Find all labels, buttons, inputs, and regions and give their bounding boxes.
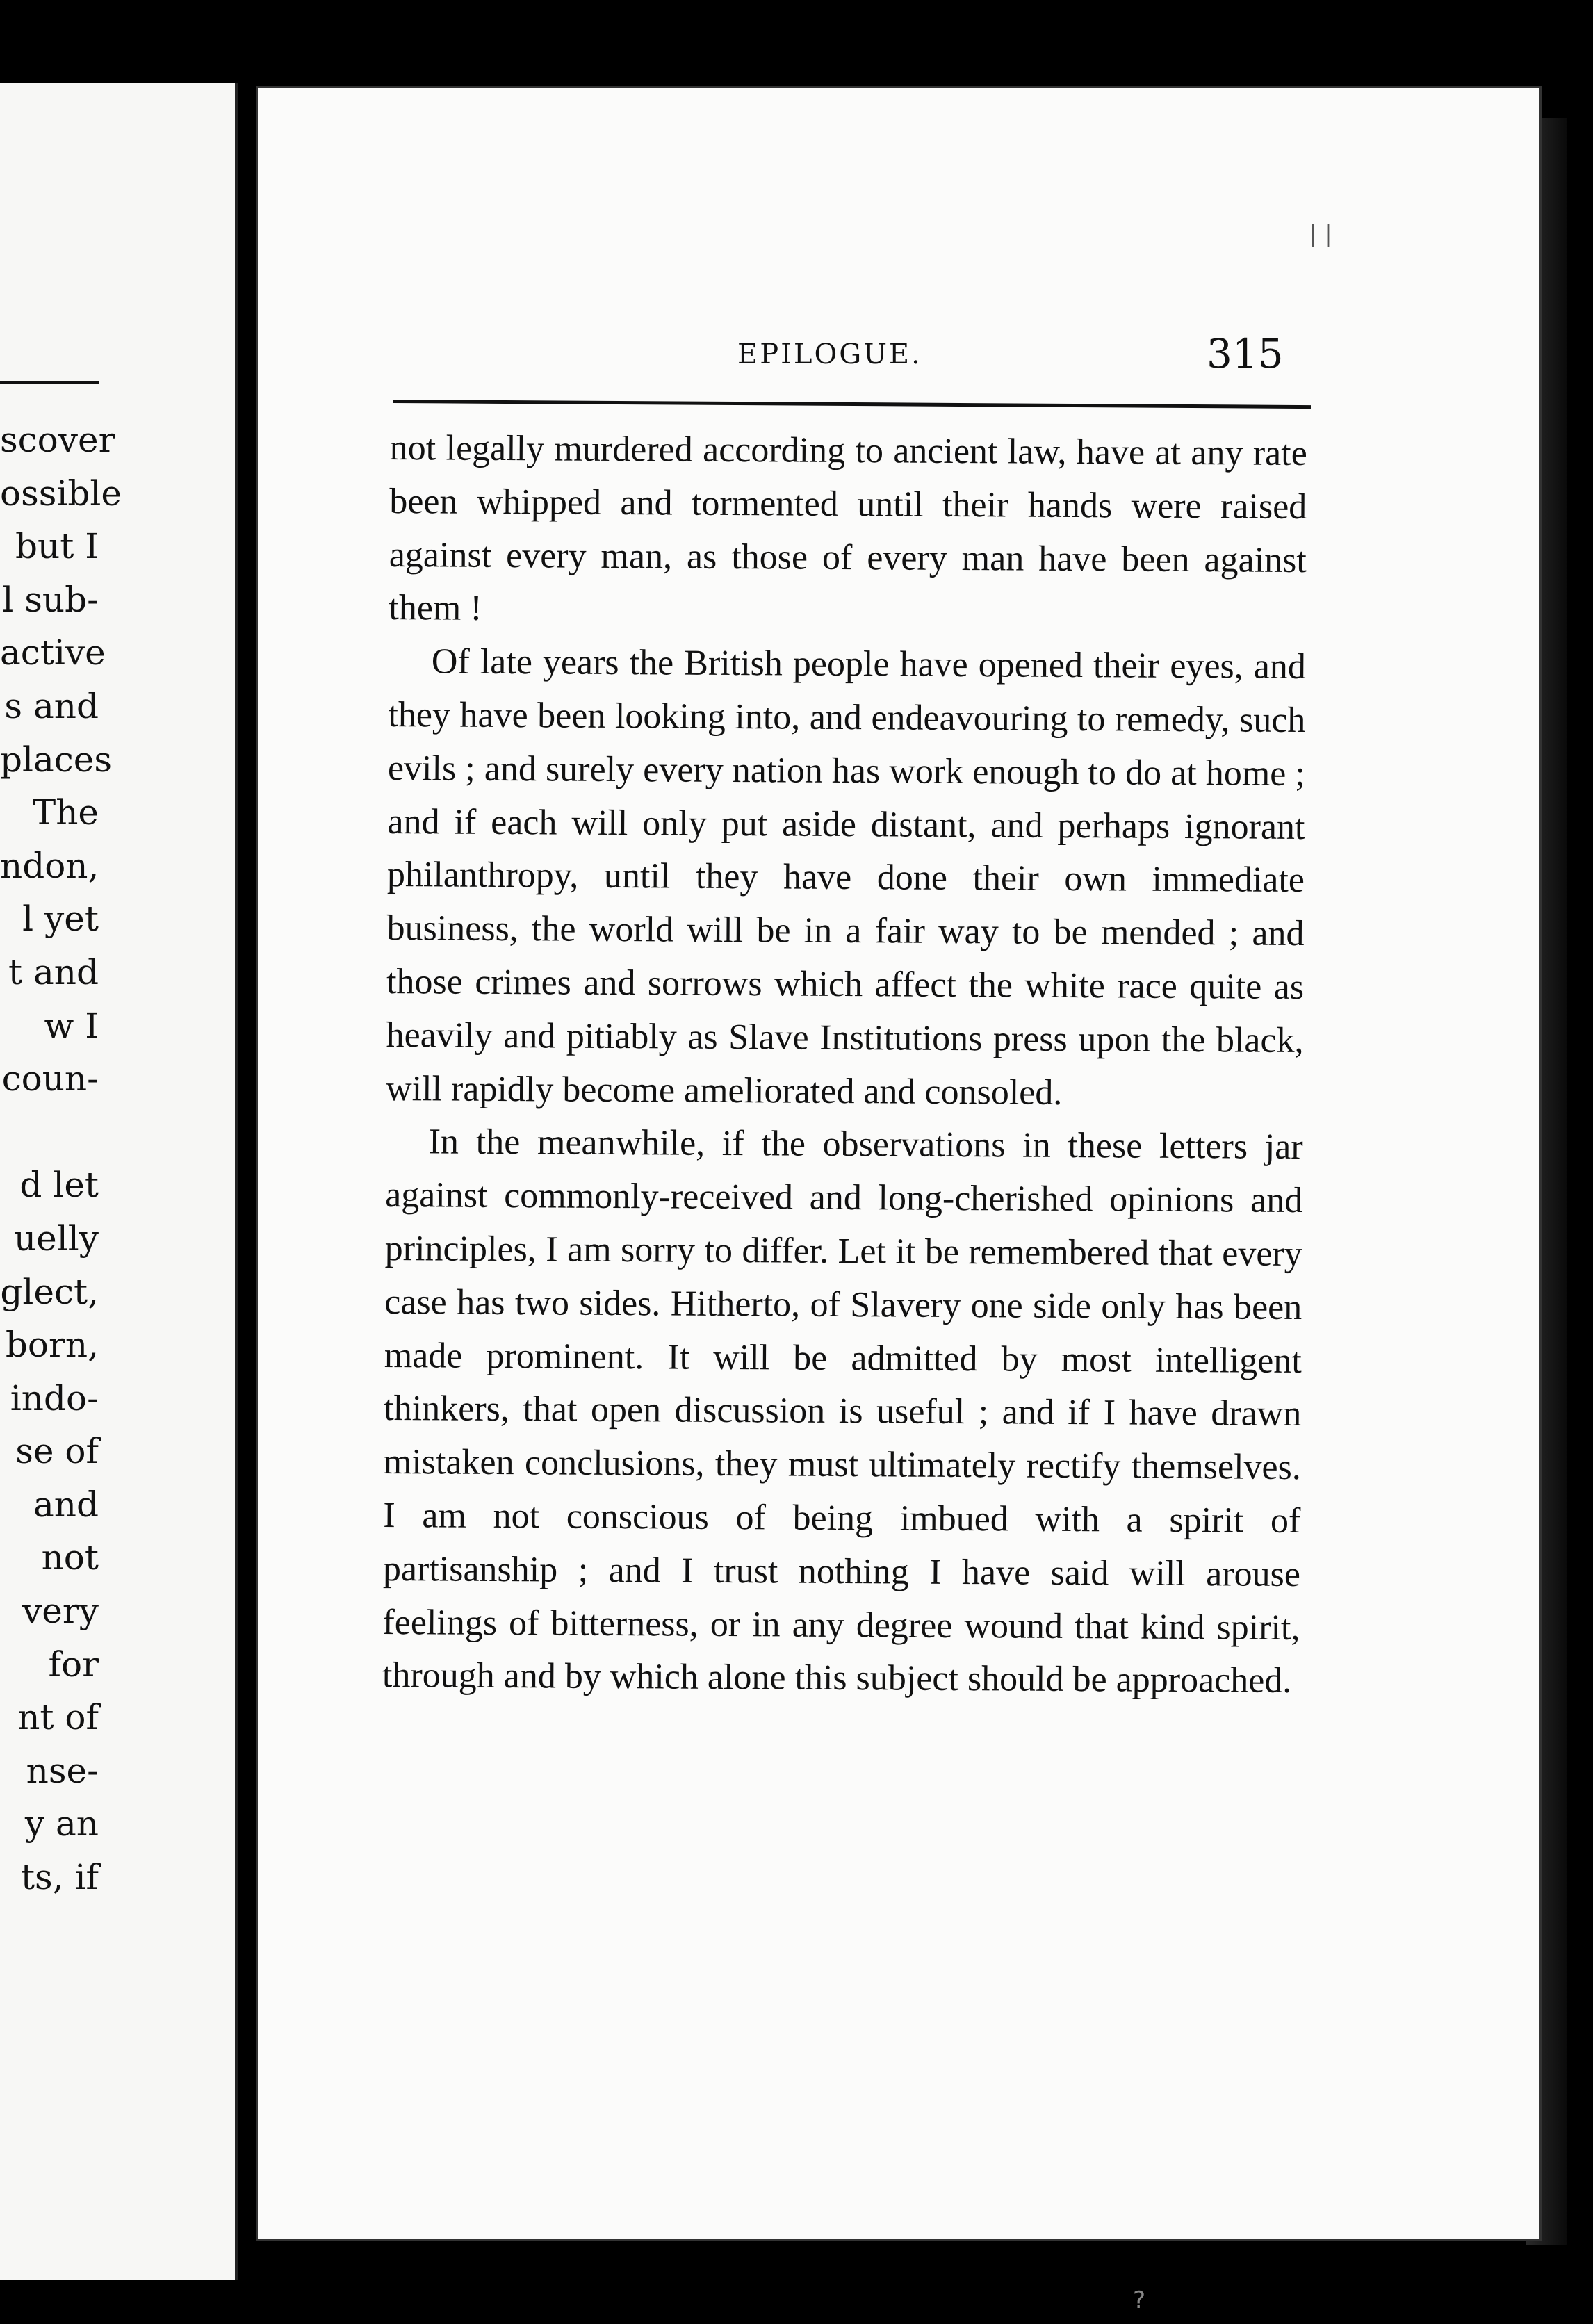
left-line: indo- xyxy=(10,1377,99,1418)
body-text xyxy=(382,422,1307,1708)
left-line: places xyxy=(0,739,113,780)
left-line: uelly xyxy=(13,1218,99,1259)
left-line-gap xyxy=(0,1106,99,1159)
left-line: not xyxy=(41,1537,99,1578)
left-line: very xyxy=(22,1591,99,1632)
left-line: scover xyxy=(0,420,115,460)
left-line: ts, if xyxy=(20,1857,99,1898)
left-page-rule xyxy=(0,381,99,384)
left-line: w I xyxy=(44,1005,99,1046)
left-line: but I xyxy=(15,526,99,567)
left-line: t and xyxy=(8,951,99,992)
margin-mark-top: | | xyxy=(1309,220,1332,248)
left-line: l yet xyxy=(22,899,99,940)
paragraph-1: not legally murdered according to ancient law, have at any rate been whipped and tormented until their hands were raised against every man, as those of every man have been against them ! xyxy=(389,427,1307,629)
left-line: ndon, xyxy=(0,845,99,886)
running-title: EPILOGUE. xyxy=(737,338,922,370)
left-line: y an xyxy=(24,1803,99,1844)
header-rule xyxy=(393,400,1311,409)
left-page-text xyxy=(0,414,235,1904)
left-line: glect, xyxy=(0,1271,99,1312)
left-line: l sub- xyxy=(2,579,99,620)
left-line: The xyxy=(32,792,99,833)
page-number: 315 xyxy=(1207,330,1284,377)
left-line: coun- xyxy=(1,1058,99,1099)
margin-mark-bottom: ? xyxy=(1133,2286,1146,2314)
paragraph-3: In the meanwhile, if the observations in these letters jar against commonly-received and long-cherished opinions and principles, I am sorry to differ. Let it be remembered that every case has two sides. Hitherto, of Slavery one side only has been made prominent. It will be admitted by most intelligent thinkers, that open discussion is useful ; and if I have drawn mistaken conclusions, they must ultimately rectify themselves. I am not conscious of being imbued with a spirit of partisanship ; and I trust nothing I have said will arouse feelings of bitterness, or in any degree wound that kind spirit, through and by which alone this subject should be approached. xyxy=(382,1122,1303,1701)
left-page-fragment xyxy=(0,83,238,2280)
left-line: s and xyxy=(4,685,99,726)
left-line: d let xyxy=(19,1165,99,1206)
left-line: active xyxy=(0,632,106,673)
left-line: born, xyxy=(5,1325,99,1366)
running-head xyxy=(258,330,1544,394)
left-line: ossible xyxy=(0,473,122,514)
paragraph-2: Of late years the British people have opened their eyes, and they have been looking into, and endeavouring to remedy, such evils ; and surely every nation has work enough to do at home ; and if each will only put aside distant, and perhaps ignorant philanthropy, until they have done their own immediate business, the world will be in a fair way to be mended ; and those crimes and sorrows which affect the white race quite as heavily and pitiably as Slave Institutions press upon the black, will rapidly become ameliorated and consoled. xyxy=(385,641,1307,1113)
right-page xyxy=(256,86,1542,2241)
left-line: for xyxy=(48,1644,99,1685)
left-line: nse- xyxy=(26,1750,99,1791)
left-line: se of xyxy=(15,1431,99,1472)
left-line: nt of xyxy=(17,1697,99,1738)
left-line: and xyxy=(33,1484,99,1525)
